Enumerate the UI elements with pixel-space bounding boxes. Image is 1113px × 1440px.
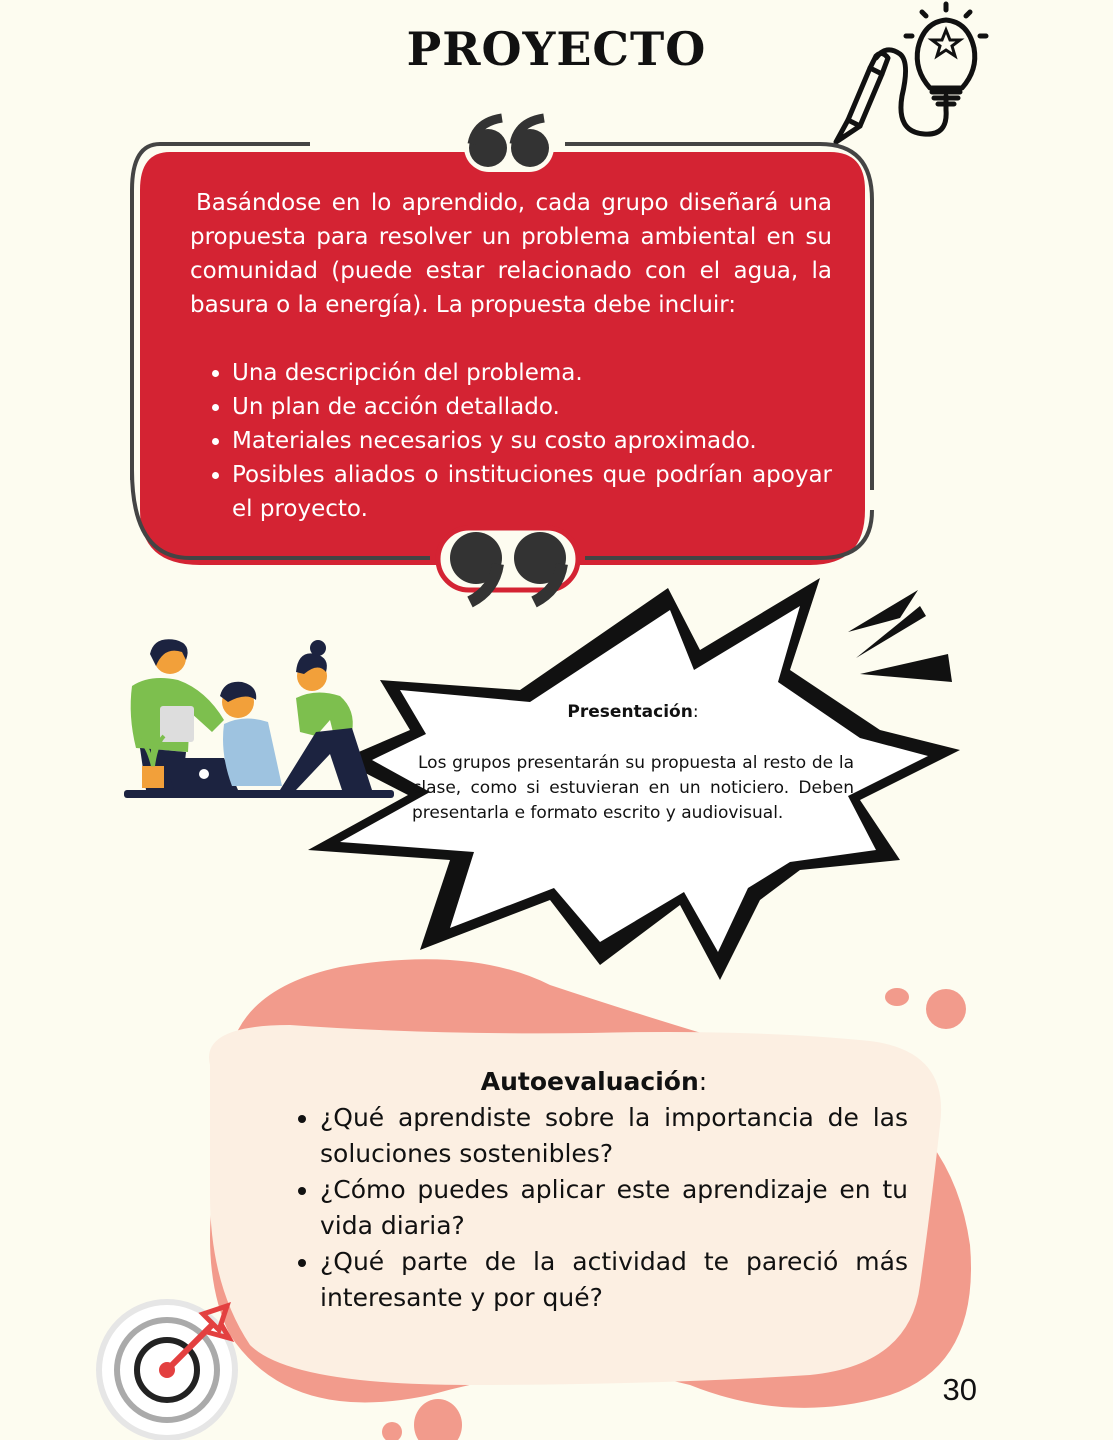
list-item: • Materiales necesarios y su costo aproximado. — [232, 424, 832, 458]
presentation-heading-text: Presentación — [567, 702, 693, 722]
intro-paragraph: Basándose en lo aprendido, cada grupo diseñará una propuesta para resolver un problema ambiental en su comunidad (puede estar relacionado con el agua, la basura o la energía). La propuesta debe incluir: — [190, 190, 832, 318]
page-number: 30 — [942, 1372, 977, 1407]
self-evaluation-block — [280, 1064, 908, 1316]
presentation-heading: Presentación: — [567, 702, 699, 722]
list-item: • ¿Qué aprendiste sobre la importancia de las soluciones sostenibles? — [320, 1100, 908, 1172]
list-item: • ¿Cómo puedes aplicar este aprendizaje en tu vida diaria? — [320, 1172, 908, 1244]
presentation-text: Los grupos presentarán su propuesta al resto de la clase, como si estuvieran en un noticiero. Deben presentarla e formato escrito y audiovisual. — [412, 753, 854, 823]
intro-list — [190, 356, 832, 526]
target-arrow-icon — [95, 1298, 245, 1440]
list-item: • Un plan de acción detallado. — [232, 390, 832, 424]
self-evaluation-heading: Autoevaluación: — [480, 1067, 708, 1096]
self-evaluation-heading-text: Autoevaluación — [480, 1067, 699, 1096]
presentation-block — [412, 700, 854, 826]
team-illustration — [120, 636, 400, 806]
list-item: • ¿Qué parte de la actividad te pareció más interesante y por qué? — [320, 1244, 908, 1316]
intro-block — [190, 186, 832, 526]
self-evaluation-list — [280, 1100, 908, 1316]
open-quote-icon — [464, 118, 554, 172]
list-item: • Posibles aliados o instituciones que podrían apoyar el proyecto. — [232, 458, 832, 526]
list-item: • Una descripción del problema. — [232, 356, 832, 390]
page-title: PROYECTO — [406, 22, 707, 76]
